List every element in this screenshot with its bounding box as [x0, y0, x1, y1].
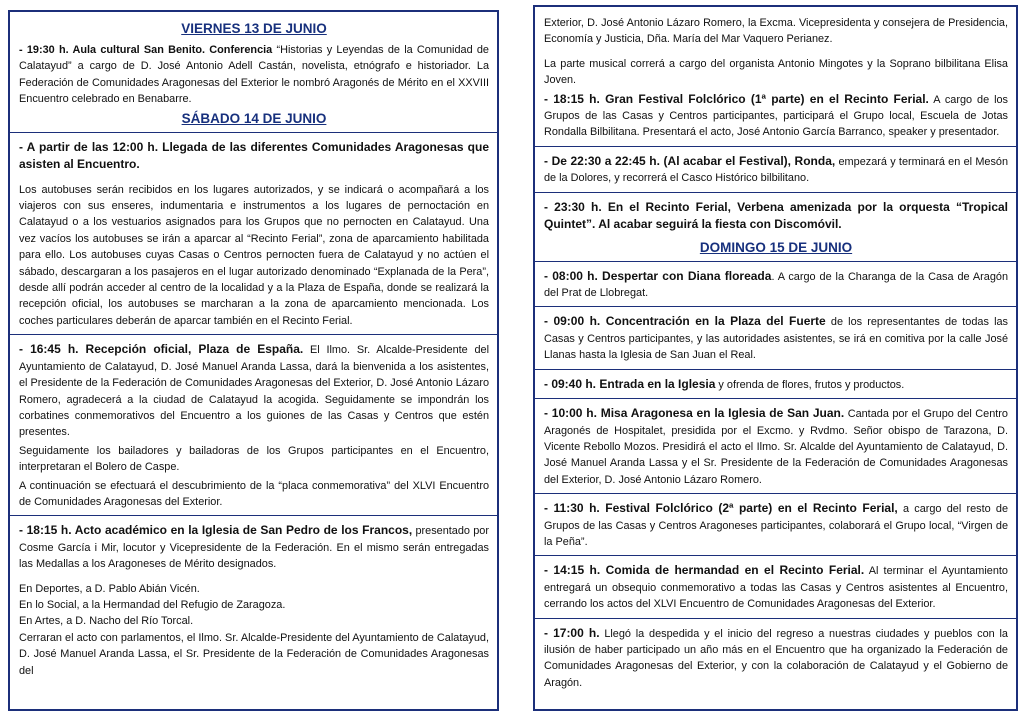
event-heading: - 08:00 h. Despertar con Diana floreada	[544, 268, 772, 283]
event-text: presentado por Cosme García i Mir, locutor y Vicepresidente de la Federación. En el mismo serán entregadas las Medallas a los Aragoneses de Mérito designados.	[19, 525, 489, 571]
divider	[535, 398, 1016, 399]
event-heading: - 10:00 h. Misa Aragonesa en la Iglesia de San Juan.	[544, 406, 845, 421]
divider	[535, 555, 1016, 556]
divider	[535, 192, 1016, 193]
divider	[535, 493, 1016, 494]
event-2230	[544, 153, 1008, 187]
music-text: La parte musical correrá a cargo del organista Antonio Mingotes y la Soprano bilbilitana Elisa Joven.	[544, 57, 1008, 87]
event-1930	[19, 42, 489, 108]
event-heading: - 16:45 h. Recepción oficial, Plaza de España.	[19, 342, 304, 357]
event-0940	[544, 376, 1008, 393]
event-1000	[544, 405, 1008, 488]
event-heading: - 09:00 h. Concentración en la Plaza del Fuerte	[544, 314, 826, 329]
closing-text: Cerraran el acto con parlamentos, el Ilmo. Sr. Alcalde-Presidente del Ayuntamiento de Calatayud, D. José Manuel Aranda Lassa, el Sr. Presidente de la Federación de Comunidades Aragonesas del	[19, 631, 489, 677]
event-text: Cantada por el Grupo del Centro Aragonés de Hospitalet, presidida por el Excmo. y Rvdmo. Señor obispo de Tarazona, D. Vicente Rebollo Mozos. Presidirá el acto el Ilmo. Sr. Alcalde del Ayuntamiento de Calatayud, D. José Manuel Aranda Lassa y el Sr. Presidente de la Federación de Comunidades Aragonesas del Exterior, D. José Antonio Lázaro Romero.	[544, 408, 1008, 486]
event-0800	[544, 268, 1008, 302]
event-text: “Historias y Leyendas de la Comunidad de Calatayud” a cargo de D. José Antonio Adell Castán, novelista, etnógrafo e historiador. La Federación de Comunidades Aragonesas del Exterior le nombró Aragonés de Mérito en el XXVIII Encuentro celebrado en Benabarre.	[19, 44, 489, 106]
event-heading: - 19:30 h. Aula cultural San Benito. Conferencia	[19, 44, 273, 56]
divider	[10, 515, 497, 516]
event-text: a cargo del resto de Grupos de las Casas y Centros Aragoneses participantes, colaborará el Grupo local, “Virgen de la Peña”.	[544, 503, 1008, 548]
event-heading: - 18:15 h. Gran Festival Folclórico (1ª parte) en el Recinto Ferial.	[544, 91, 929, 106]
event-heading: - De 22:30 a 22:45 h. (Al acabar el Festival), Ronda,	[544, 153, 836, 168]
event-text: A cargo de los Grupos de las Casas y Centros participantes, participará el Grupo local, Escuela de Jotas Rondalla Bilbilitana. Presentará el acto, José Antonio García Barranco, speaker y presentador.	[544, 93, 1008, 139]
divider	[535, 369, 1016, 370]
left-column	[8, 10, 499, 711]
event-1815-festival	[544, 91, 1008, 141]
event-text: El Ilmo. Sr. Alcalde-Presidente del Ayuntamiento de Calatayud, D. José Manuel Aranda Lassa, dará la bienvenida a los asistentes, el Presidente de la Federación de Comunidades Aragonesas del Exterior, D. José Antonio Lázaro Romero, agradecerá a la ciudad de Calatayud la acogida. Seguidamente se impondrán los corbatines conmemorativos del Encuentro a los guiones de las Casas y Centros que estén presentes.	[19, 344, 489, 439]
day-title-saturday: SÁBADO 14 DE JUNIO	[181, 110, 327, 126]
event-text: . A cargo de la Charanga de la Casa de Aragón del Prat de Llobregat.	[544, 270, 1009, 300]
award-arts: En Artes, a D. Nacho del Río Torcal.	[19, 615, 194, 628]
event-heading: - 14:15 h. Comida de hermandad en el Recinto Ferial.	[544, 563, 865, 578]
event-heading: - 09:40 h. Entrada en la Iglesia	[544, 376, 716, 391]
event-heading: - 23:30 h. En el Recinto Ferial, Verbena amenizada por la orquesta “Tropical Quintet”. Al acabar seguirá la fiesta con Discomóvil.	[544, 199, 1008, 232]
divider	[10, 132, 497, 133]
event-heading: - 17:00 h.	[544, 625, 600, 640]
divider	[535, 618, 1016, 619]
event-heading: - 18:15 h. Acto académico en la Iglesia de San Pedro de los Francos,	[19, 523, 413, 538]
event-text: de los representantes de todas las Casas y Centros participantes, y las autoridades asistentes, se irá en comitiva por la calle José Llanas hasta la Iglesia de San Juan el Real.	[544, 316, 1008, 362]
divider	[10, 334, 497, 335]
event-heading: - 11:30 h. Festival Folclórico (2ª parte) en el Recinto Ferial,	[544, 501, 898, 516]
event-text: Seguidamente los bailadores y bailadoras de los Grupos participantes en el Encuentro, interpretaran el Bolero de Caspe.	[19, 444, 489, 474]
event-1645	[19, 341, 489, 440]
award-sports: En Deportes, a D. Pablo Abián Vicén.	[19, 582, 200, 595]
event-text: A continuación se efectuará el descubrimiento de la “placa conmemorativa” del XLVI Encuentro de Comunidades Aragonesas del Exterior.	[19, 479, 489, 508]
event-1130	[544, 500, 1008, 550]
award-social: En lo Social, a la Hermandad del Refugio de Zaragoza.	[19, 598, 286, 611]
divider	[535, 261, 1016, 262]
event-1415	[544, 562, 1008, 612]
event-text: Al terminar el Ayuntamiento entregará un obsequio conmemorativo a todas las Casas y Centros asistentes al Encuentro, cerrando los actos del XLVI Encuentro de Comunidades Aragonesas del Exterior.	[544, 565, 1008, 611]
event-1200	[19, 139, 489, 174]
day-title-sunday: DOMINGO 15 DE JUNIO	[699, 239, 853, 255]
event-1815	[19, 522, 489, 572]
event-2330	[544, 199, 1008, 234]
divider	[535, 306, 1016, 307]
divider	[535, 146, 1016, 147]
event-text: y ofrenda de flores, frutos y productos.	[715, 378, 905, 391]
event-text: Llegó la despedida y el inicio del regreso a nuestras ciudades y pueblos con la ilusión de haber participado un año más en el Encuentro que ha organizado la Federación de Comunidades Aragonesas del Exterior, y con la colaboración de Calatayud y el Gobierno de Aragón.	[544, 627, 1008, 689]
event-1700	[544, 625, 1008, 692]
continuation-text: Exterior, D. José Antonio Lázaro Romero, la Excma. Vicepresidenta y consejera de Presidencia, Economía y Justicia, Dña. María del Mar Vaquero Perianez.	[544, 17, 1008, 46]
right-column	[533, 5, 1018, 711]
event-text: empezará y terminará en el Mesón de la Dolores, y recorrerá el Casco Histórico bilbilitano.	[544, 155, 1009, 185]
day-title-friday: VIERNES 13 DE JUNIO	[181, 21, 327, 36]
event-text: Los autobuses serán recibidos en los lugares autorizados, y se indicará o acompañará a los viajeros con sus enseres, indumentaria e instrumentos a los lugares de pernoctación en Calatayud o a los vestuarios asignados para los Grupos que no pernocten en Calatayud. Una vez vacíos los autobuses se irán a aparcar al “Recinto Ferial”, zona de aparcamiento habilitada para ello. Los autobuses cuyas Casas o Centros pernocten fuera de Calatayud y no actúen el sábado, descargaran a los pasajeros en el lugar autorizado denominado “Explanada de la Pera”, desde allí podrán acceder al centro de la localidad y a la Plaza de España, donde se realizará la recepción oficial, los autobuses se marcharan a la zona de aparcamiento mencionada. Los coches particulares deberán de aparcar también en el Recinto Ferial.	[19, 183, 489, 327]
event-heading: - A partir de las 12:00 h. Llegada de las diferentes Comunidades Aragonesas que asisten al Encuentro.	[19, 139, 489, 172]
event-0900	[544, 313, 1008, 363]
